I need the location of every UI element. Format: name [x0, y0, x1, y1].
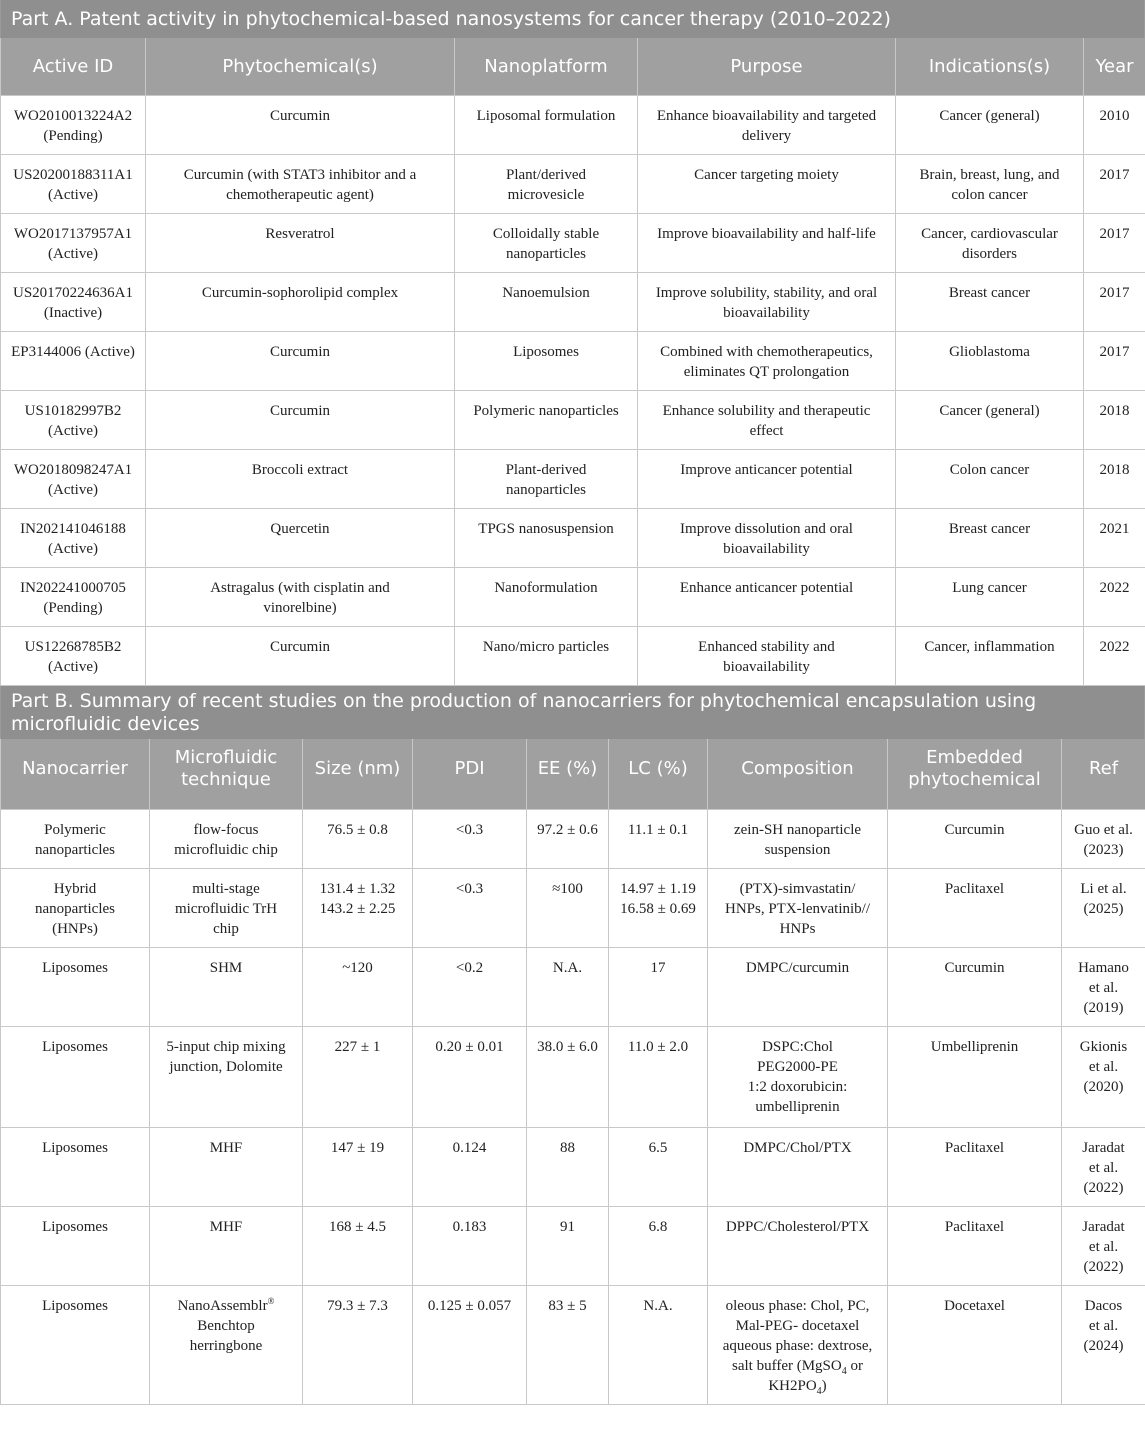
- cell-active-id: WO2017137957A1 (Active): [1, 213, 146, 272]
- table-row: [1, 567, 1145, 626]
- col-header-ref: Ref: [1062, 739, 1145, 810]
- col-header-lc: LC (%): [609, 739, 708, 810]
- col-header-phytochemical: Embedded phytochemical: [888, 739, 1062, 810]
- table-row: [1, 213, 1145, 272]
- cell-year: 2022: [1084, 626, 1145, 685]
- cell-phytochemical: Curcumin: [146, 626, 455, 685]
- table-row: [1, 626, 1145, 685]
- cell-pdi: <0.3: [413, 869, 527, 948]
- table-row: [1, 154, 1145, 213]
- cell-pdi: <0.2: [413, 948, 527, 1027]
- table-row: [1, 331, 1145, 390]
- cell-nanoplatform: Plant-derived nanoparticles: [455, 449, 638, 508]
- cell-nanoplatform: Colloidally stable nanoparticles: [455, 213, 638, 272]
- col-header-pdi: PDI: [413, 739, 527, 810]
- cell-year: 2010: [1084, 95, 1145, 154]
- cell-size: 168 ± 4.5: [303, 1207, 413, 1286]
- table-row: [1, 95, 1145, 154]
- cell-composition: oleous phase: Chol, PC, Mal-PEG- docetaxel aqueous phase: dextrose, salt buffer (MgSO$_4$ or $KH2PO_4$): [708, 1286, 888, 1405]
- cell-lc: 6.5: [609, 1128, 708, 1207]
- cell-purpose: Enhance anticancer potential: [638, 567, 896, 626]
- table-row: [1, 1207, 1145, 1286]
- cell-size: 147 ± 19: [303, 1128, 413, 1207]
- cell-phytochemical: Docetaxel: [888, 1286, 1062, 1405]
- cell-ref: Guo et al. (2023): [1062, 810, 1145, 869]
- cell-technique: MHF: [150, 1128, 303, 1207]
- patent-table: [0, 38, 1145, 686]
- cell-phytochemical: Curcumin-sophorolipid complex: [146, 272, 455, 331]
- cell-lc: N.A.: [609, 1286, 708, 1405]
- cell-active-id: IN202141046188 (Active): [1, 508, 146, 567]
- col-header-composition: Composition: [708, 739, 888, 810]
- cell-ee: 38.0 ± 6.0: [527, 1027, 609, 1128]
- cell-ref: Hamano et al. (2019): [1062, 948, 1145, 1027]
- cell-purpose: Improve solubility, stability, and oral bioavailability: [638, 272, 896, 331]
- cell-indications: Glioblastoma: [896, 331, 1084, 390]
- cell-composition: DMPC/Chol/PTX: [708, 1128, 888, 1207]
- col-header-indications: Indications(s): [896, 38, 1084, 95]
- cell-phytochemical: Umbelliprenin: [888, 1027, 1062, 1128]
- col-header-phytochemical: Phytochemical(s): [146, 38, 455, 95]
- cell-year: 2018: [1084, 449, 1145, 508]
- cell-phytochemical: Curcumin: [146, 95, 455, 154]
- cell-purpose: Improve dissolution and oral bioavailability: [638, 508, 896, 567]
- cell-lc: 6.8: [609, 1207, 708, 1286]
- cell-purpose: Enhanced stability and bioavailability: [638, 626, 896, 685]
- cell-composition: DPPC/Cholesterol/PTX: [708, 1207, 888, 1286]
- table-row: [1, 1128, 1145, 1207]
- cell-ref: Gkionis et al. (2020): [1062, 1027, 1145, 1128]
- cell-nanocarrier: Liposomes: [1, 1027, 150, 1128]
- cell-purpose: Combined with chemotherapeutics, eliminates QT prolongation: [638, 331, 896, 390]
- cell-nanoplatform: Liposomes: [455, 331, 638, 390]
- cell-year: 2017: [1084, 154, 1145, 213]
- cell-year: 2022: [1084, 567, 1145, 626]
- table-row: [1, 272, 1145, 331]
- cell-size: 227 ± 1: [303, 1027, 413, 1128]
- cell-phytochemical: Resveratrol: [146, 213, 455, 272]
- cell-phytochemical: Curcumin: [146, 331, 455, 390]
- cell-ee: 97.2 ± 0.6: [527, 810, 609, 869]
- cell-phytochemical: Paclitaxel: [888, 869, 1062, 948]
- col-header-size: Size (nm): [303, 739, 413, 810]
- cell-lc: 14.97 ± 1.19 16.58 ± 0.69: [609, 869, 708, 948]
- microfluidic-table: [0, 739, 1145, 1406]
- cell-ref: Jaradat et al. (2022): [1062, 1128, 1145, 1207]
- cell-phytochemical: Curcumin: [146, 390, 455, 449]
- cell-indications: Cancer (general): [896, 95, 1084, 154]
- cell-ee: 88: [527, 1128, 609, 1207]
- cell-nanocarrier: Liposomes: [1, 1286, 150, 1405]
- cell-size: 79.3 ± 7.3: [303, 1286, 413, 1405]
- cell-pdi: 0.20 ± 0.01: [413, 1027, 527, 1128]
- cell-nanocarrier: Hybrid nanoparticles (HNPs): [1, 869, 150, 948]
- cell-composition: DSPC:Chol PEG2000-PE 1:2 doxorubicin: umbelliprenin: [708, 1027, 888, 1128]
- cell-size: 131.4 ± 1.32 143.2 ± 2.25: [303, 869, 413, 948]
- table-row: [1, 508, 1145, 567]
- cell-indications: Brain, breast, lung, and colon cancer: [896, 154, 1084, 213]
- cell-indications: Cancer, cardiovascular disorders: [896, 213, 1084, 272]
- cell-year: 2018: [1084, 390, 1145, 449]
- microfluidic-table-header: [1, 739, 1145, 810]
- cell-nanoplatform: Nano/micro particles: [455, 626, 638, 685]
- cell-year: 2017: [1084, 272, 1145, 331]
- cell-nanoplatform: Nanoemulsion: [455, 272, 638, 331]
- part-a-title: Part A. Patent activity in phytochemical-based nanosystems for cancer therapy (2010–2022): [0, 0, 1145, 38]
- cell-phytochemical: Curcumin (with STAT3 inhibitor and a chemotherapeutic agent): [146, 154, 455, 213]
- cell-composition: (PTX)-simvastatin/ HNPs, PTX-lenvatinib// HNPs: [708, 869, 888, 948]
- col-header-active-id: Active ID: [1, 38, 146, 95]
- cell-indications: Cancer (general): [896, 390, 1084, 449]
- cell-pdi: 0.125 ± 0.057: [413, 1286, 527, 1405]
- col-header-nanoplatform: Nanoplatform: [455, 38, 638, 95]
- cell-nanoplatform: Plant/derived microvesicle: [455, 154, 638, 213]
- cell-purpose: Enhance bioavailability and targeted delivery: [638, 95, 896, 154]
- cell-pdi: 0.183: [413, 1207, 527, 1286]
- cell-purpose: Cancer targeting moiety: [638, 154, 896, 213]
- cell-purpose: Improve bioavailability and half-life: [638, 213, 896, 272]
- col-header-year: Year: [1084, 38, 1145, 95]
- cell-active-id: WO2018098247A1 (Active): [1, 449, 146, 508]
- table-row: [1, 449, 1145, 508]
- cell-indications: Breast cancer: [896, 508, 1084, 567]
- cell-active-id: WO2010013224A2 (Pending): [1, 95, 146, 154]
- cell-ref: Jaradat et al. (2022): [1062, 1207, 1145, 1286]
- cell-phytochemical: Paclitaxel: [888, 1207, 1062, 1286]
- cell-phytochemical: Astragalus (with cisplatin and vinorelbine): [146, 567, 455, 626]
- cell-technique: MHF: [150, 1207, 303, 1286]
- cell-ee: 91: [527, 1207, 609, 1286]
- cell-nanoplatform: Liposomal formulation: [455, 95, 638, 154]
- cell-active-id: US10182997B2 (Active): [1, 390, 146, 449]
- table-row: [1, 1027, 1145, 1128]
- cell-active-id: US12268785B2 (Active): [1, 626, 146, 685]
- cell-indications: Lung cancer: [896, 567, 1084, 626]
- cell-technique: SHM: [150, 948, 303, 1027]
- cell-phytochemical: Broccoli extract: [146, 449, 455, 508]
- cell-indications: Colon cancer: [896, 449, 1084, 508]
- cell-active-id: US20200188311A1 (Active): [1, 154, 146, 213]
- cell-indications: Cancer, inflammation: [896, 626, 1084, 685]
- cell-ref: Dacos et al. (2024): [1062, 1286, 1145, 1405]
- cell-ee: N.A.: [527, 948, 609, 1027]
- cell-technique: flow-focus microfluidic chip: [150, 810, 303, 869]
- cell-technique: multi-stage microfluidic TrH chip: [150, 869, 303, 948]
- cell-lc: 17: [609, 948, 708, 1027]
- cell-nanoplatform: TPGS nanosuspension: [455, 508, 638, 567]
- table-row: [1, 948, 1145, 1027]
- cell-year: 2021: [1084, 508, 1145, 567]
- cell-pdi: <0.3: [413, 810, 527, 869]
- cell-phytochemical: Curcumin: [888, 948, 1062, 1027]
- col-header-technique: Microfluidic technique: [150, 739, 303, 810]
- cell-ref: Li et al. (2025): [1062, 869, 1145, 948]
- cell-technique: 5-input chip mixing junction, Dolomite: [150, 1027, 303, 1128]
- cell-phytochemical: Curcumin: [888, 810, 1062, 869]
- cell-lc: 11.1 ± 0.1: [609, 810, 708, 869]
- col-header-nanocarrier: Nanocarrier: [1, 739, 150, 810]
- cell-pdi: 0.124: [413, 1128, 527, 1207]
- cell-technique: NanoAssemblr® Benchtop herringbone: [150, 1286, 303, 1405]
- cell-indications: Breast cancer: [896, 272, 1084, 331]
- patent-table-header: [1, 38, 1145, 95]
- cell-size: 76.5 ± 0.8: [303, 810, 413, 869]
- table-row: [1, 869, 1145, 948]
- cell-active-id: IN202241000705 (Pending): [1, 567, 146, 626]
- cell-composition: zein-SH nanoparticle suspension: [708, 810, 888, 869]
- cell-nanoplatform: Polymeric nanoparticles: [455, 390, 638, 449]
- table-row: [1, 1286, 1145, 1405]
- table-row: [1, 390, 1145, 449]
- cell-ee: 83 ± 5: [527, 1286, 609, 1405]
- cell-year: 2017: [1084, 213, 1145, 272]
- cell-nanocarrier: Liposomes: [1, 1207, 150, 1286]
- col-header-ee: EE (%): [527, 739, 609, 810]
- cell-nanoplatform: Nanoformulation: [455, 567, 638, 626]
- cell-ee: ≈100: [527, 869, 609, 948]
- cell-composition: DMPC/curcumin: [708, 948, 888, 1027]
- cell-lc: 11.0 ± 2.0: [609, 1027, 708, 1128]
- cell-active-id: US20170224636A1 (Inactive): [1, 272, 146, 331]
- part-b-title: Part B. Summary of recent studies on the production of nanocarriers for phytochemical encapsulation using microfluidic devices: [0, 686, 1145, 739]
- table-row: [1, 810, 1145, 869]
- cell-nanocarrier: Liposomes: [1, 1128, 150, 1207]
- cell-nanocarrier: Liposomes: [1, 948, 150, 1027]
- cell-nanocarrier: Polymeric nanoparticles: [1, 810, 150, 869]
- cell-year: 2017: [1084, 331, 1145, 390]
- cell-purpose: Enhance solubility and therapeutic effect: [638, 390, 896, 449]
- cell-active-id: EP3144006 (Active): [1, 331, 146, 390]
- cell-phytochemical: Paclitaxel: [888, 1128, 1062, 1207]
- cell-size: ~120: [303, 948, 413, 1027]
- cell-purpose: Improve anticancer potential: [638, 449, 896, 508]
- col-header-purpose: Purpose: [638, 38, 896, 95]
- cell-phytochemical: Quercetin: [146, 508, 455, 567]
